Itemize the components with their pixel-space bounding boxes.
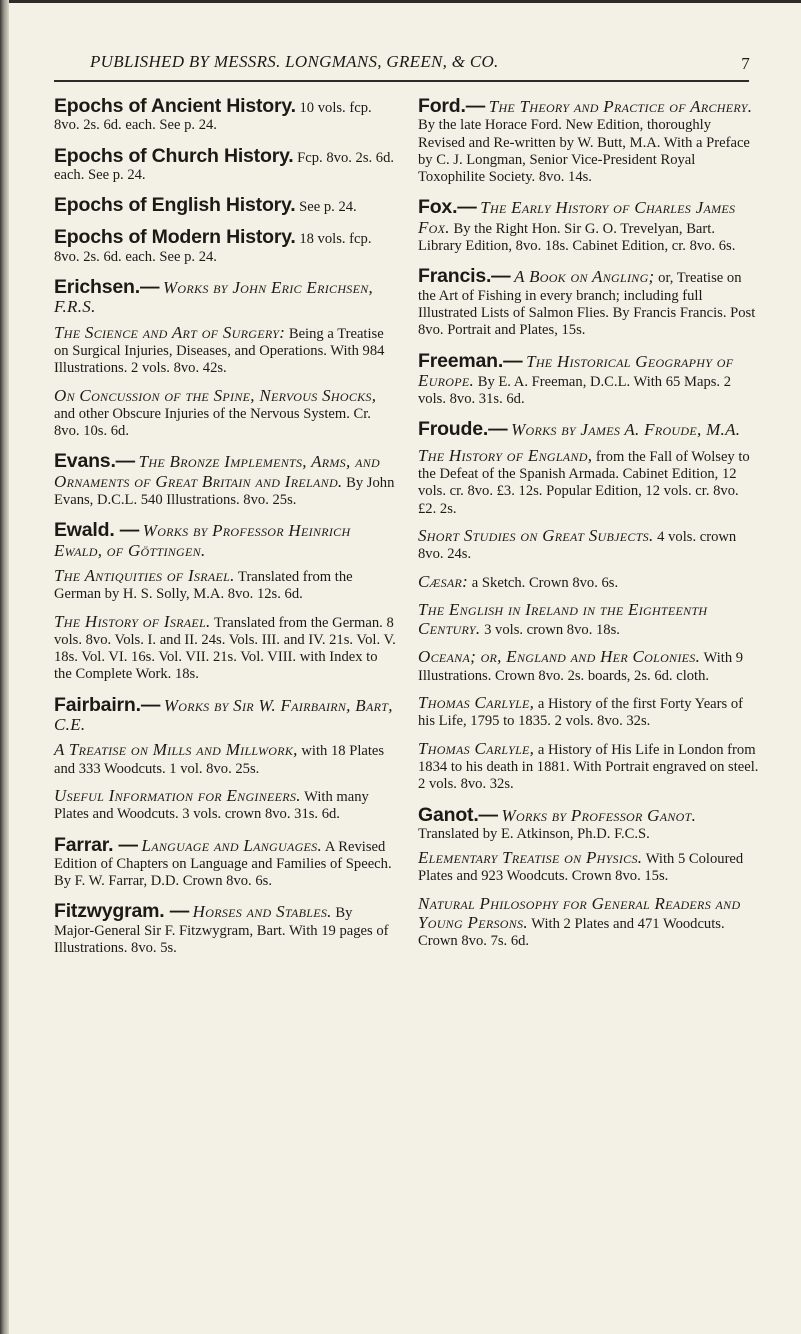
entry-text: A Revised Edition of Chapters on Language and Families of Speech. By F. W. Farrar, D.D. Crown 8vo. 6s. (54, 838, 392, 890)
running-head-title: PUBLISHED BY MESSRS. LONGMANS, GREEN, & CO. (90, 52, 499, 71)
sub-entry-text: Translated from the German. 8 vols. 8vo. Vols. I. and II. 24s. Vols. III. and IV. 21s. Vol. V. 18s. Vol. VI. 16s. Vol. VII. 21s. Vol. VIII. with Index to the Complete Work. 18s. (54, 614, 396, 683)
catalogue-entry (418, 96, 760, 186)
sub-entry-title: The English in Ireland in the Eighteenth Century. (418, 599, 708, 639)
sub-entry-title: The Antiquities of Israel. (54, 565, 235, 585)
entry-lead: Ford.— (418, 95, 486, 117)
catalogue-entry (54, 146, 396, 185)
sub-entry-title: The History of England, (418, 445, 593, 465)
entry-text: By the late Horace Ford. New Edition, thoroughly Revised and Re-written by W. Butt, M.A. With a Preface by C. J. Longman, Senior Vice-President Royal Toxophilite Society. 8vo. 14s. (418, 117, 750, 186)
entry-header: The Historical Geography of Europe. (418, 351, 734, 390)
sub-entry-text: from the Fall of Wolsey to the Defeat of the Spanish Armada. Cabinet Edition, 12 vols. cr. 8vo. £3. 12s. Popular Edition, 12 vols. cr. 8vo. £2. 2s. (418, 448, 750, 517)
sub-entry (418, 694, 760, 731)
sub-entry (54, 613, 396, 684)
entry-header-tail: Translated by E. Atkinson, Ph.D. F.C.S. (418, 825, 650, 842)
entry-header: Horses and Stables. (192, 902, 332, 922)
left-column (54, 96, 396, 968)
sub-entry-title: Thomas Carlyle, (418, 693, 535, 713)
entry-lead: Fox.— (418, 196, 477, 219)
sub-entry-title: Thomas Carlyle, (418, 738, 535, 758)
catalogue-entry (54, 277, 396, 440)
sub-entry-text: a History of His Life in London from 1834 to his death in 1881. With Portrait engraved on steel. 2 vols. 8vo. 32s. (418, 741, 759, 793)
sub-entry-text: a History of the first Forty Years of his Life, 1795 to 1835. 2 vols. 8vo. 32s. (418, 696, 743, 730)
entry-header: A Book on Angling; (514, 267, 655, 287)
sub-entry-title: The History of Israel. (54, 611, 211, 631)
sub-entry-title: Oceana; or, England and Her Colonies. (418, 647, 701, 667)
catalogue-entry (54, 227, 396, 266)
sub-entry (418, 895, 760, 951)
sub-entry (54, 787, 396, 824)
sub-entry-title: Short Studies on Great Subjects. (418, 525, 654, 545)
entry-lead: Froude.— (418, 418, 508, 441)
sub-entry-title: Natural Philosophy for General Readers and Young Persons. (418, 893, 741, 932)
sub-entry-text: Translated from the German by H. S. Solly, M.A. 8vo. 12s. 6d. (54, 568, 353, 603)
entry-header: Language and Languages. (141, 835, 323, 855)
top-edge (0, 0, 801, 3)
sub-entry (54, 741, 396, 778)
sub-entry (418, 849, 760, 886)
entry-lead: Erichsen.— (54, 276, 160, 299)
entry-header: Works by Professor Heinrich Ewald, of Göttingen. (54, 521, 351, 560)
entry-lead: Epochs of English History. (54, 194, 296, 217)
sub-entry-text: 3 vols. crown 8vo. 18s. (484, 622, 620, 639)
sub-entry-text: With 2 Plates and 471 Woodcuts. Crown 8vo. 7s. 6d. (418, 915, 725, 950)
sub-entry (418, 601, 760, 640)
sub-entry-title: The Science and Art of Surgery: (54, 322, 286, 342)
sub-entry (418, 447, 760, 518)
catalogue-entry (54, 96, 396, 135)
entry-lead: Fitzwygram. — (54, 900, 190, 923)
sub-entry (418, 648, 760, 685)
entry-lead: Farrar. — (54, 833, 138, 856)
catalogue-entry (54, 451, 396, 509)
entry-lead: Ewald. — (54, 519, 140, 542)
entry-lead: Epochs of Ancient History. (54, 95, 296, 117)
sub-entry-text: a Sketch. Crown 8vo. 6s. (471, 574, 619, 591)
entry-lead: Francis.— (418, 265, 511, 288)
catalogue-entry (418, 266, 760, 339)
entry-lead: Epochs of Church History. (54, 144, 294, 167)
entry-lead: Freeman.— (418, 349, 523, 372)
catalogue-entry (418, 419, 760, 793)
catalogue-entry (54, 835, 396, 891)
entry-header: The Early History of Charles James Fox. (418, 198, 736, 237)
entry-text: By Major-General Sir F. Fitzwygram, Bart. With 19 pages of Illustrations. 8vo. 5s. (54, 905, 389, 956)
entry-header: The Bronze Implements, Arms, and Ornaments of Great Britain and Ireland. (54, 452, 380, 491)
sub-entry-text: and other Obscure Injuries of the Nervous System. Cr. 8vo. 10s. 6d. (54, 405, 371, 440)
sub-entry-text: 4 vols. crown 8vo. 24s. (418, 528, 737, 563)
sub-entry (418, 573, 760, 592)
running-head (90, 48, 750, 78)
entry-header: Works by John Eric Erichsen, F.R.S. (54, 278, 374, 317)
sub-entry (54, 387, 396, 441)
entry-lead: Fairbairn.— (54, 693, 161, 716)
header-rule (54, 80, 749, 82)
catalogue-entry (54, 520, 396, 683)
sub-entry (418, 527, 760, 564)
entry-text: 18 vols. fcp. 8vo. 2s. 6d. each. See p. 24. (54, 231, 372, 265)
sub-entry-text: Being a Treatise on Surgical Injuries, Diseases, and Operations. With 984 Illustrations. 2 vols. 8vo. 42s. (54, 325, 385, 377)
entry-header: The Theory and Practice of Archery. (488, 97, 753, 116)
sub-entry (54, 324, 396, 378)
sub-entry-title: Elementary Treatise on Physics. (418, 848, 643, 868)
entry-lead: Epochs of Modern History. (54, 226, 296, 249)
sub-entry (54, 567, 396, 604)
entry-text: By the Right Hon. Sir G. O. Trevelyan, Bart. Library Edition, 8vo. 18s. Cabinet Edition, cr. 8vo. 6s. (418, 220, 736, 255)
page-number: 7 (741, 54, 750, 73)
entry-header: Works by Professor Ganot. (501, 805, 697, 825)
entry-text: 10 vols. fcp. 8vo. 2s. 6d. each. See p. 24. (54, 100, 372, 134)
entry-header: Works by Sir W. Fairbairn, Bart, C.E. (54, 695, 393, 735)
entry-lead: Evans.— (54, 450, 135, 473)
entry-header: Works by James A. Froude, M.A. (511, 420, 741, 440)
sub-entry-text: With many Plates and Woodcuts. 3 vols. crown 8vo. 31s. 6d. (54, 788, 369, 823)
entry-text: or, Treatise on the Art of Fishing in every branch; including full Illustrated Lists of Salmon Flies. By Francis Francis. Post 8vo. Portrait and Plates, 15s. (418, 270, 756, 339)
catalogue-entry (54, 901, 396, 957)
catalogue-entry (54, 695, 396, 824)
entry-text: By John Evans, D.C.L. 540 Illustrations. 8vo. 25s. (54, 474, 395, 509)
right-column (418, 96, 760, 962)
sub-entry-title: A Treatise on Mills and Millwork, (54, 740, 298, 760)
sub-entry (418, 740, 760, 794)
entry-text: See p. 24. (299, 199, 357, 216)
entry-lead: Ganot.— (418, 803, 498, 826)
sub-entry-text: With 9 Illustrations. Crown 8vo. 2s. boards, 2s. 6d. cloth. (418, 650, 744, 684)
binding-shadow (0, 0, 9, 1334)
sub-entry-title: On Concussion of the Spine, Nervous Shocks, (54, 385, 377, 405)
sub-entry-text: With 5 Coloured Plates and 923 Woodcuts. Crown 8vo. 15s. (418, 851, 744, 885)
sub-entry-text: with 18 Plates and 333 Woodcuts. 1 vol. 8vo. 25s. (54, 743, 385, 777)
catalogue-entry (418, 805, 760, 951)
sub-entry-title: Useful Information for Engineers. (54, 785, 301, 805)
entry-text: By E. A. Freeman, D.C.L. With 65 Maps. 2 vols. 8vo. 31s. 6d. (418, 373, 732, 408)
catalogue-entry (54, 195, 396, 216)
entry-text: Fcp. 8vo. 2s. 6d. each. See p. 24. (54, 149, 395, 183)
catalogue-entry (418, 197, 760, 255)
sub-entry-title: Cæsar: (418, 571, 469, 591)
catalogue-entry (418, 351, 760, 409)
